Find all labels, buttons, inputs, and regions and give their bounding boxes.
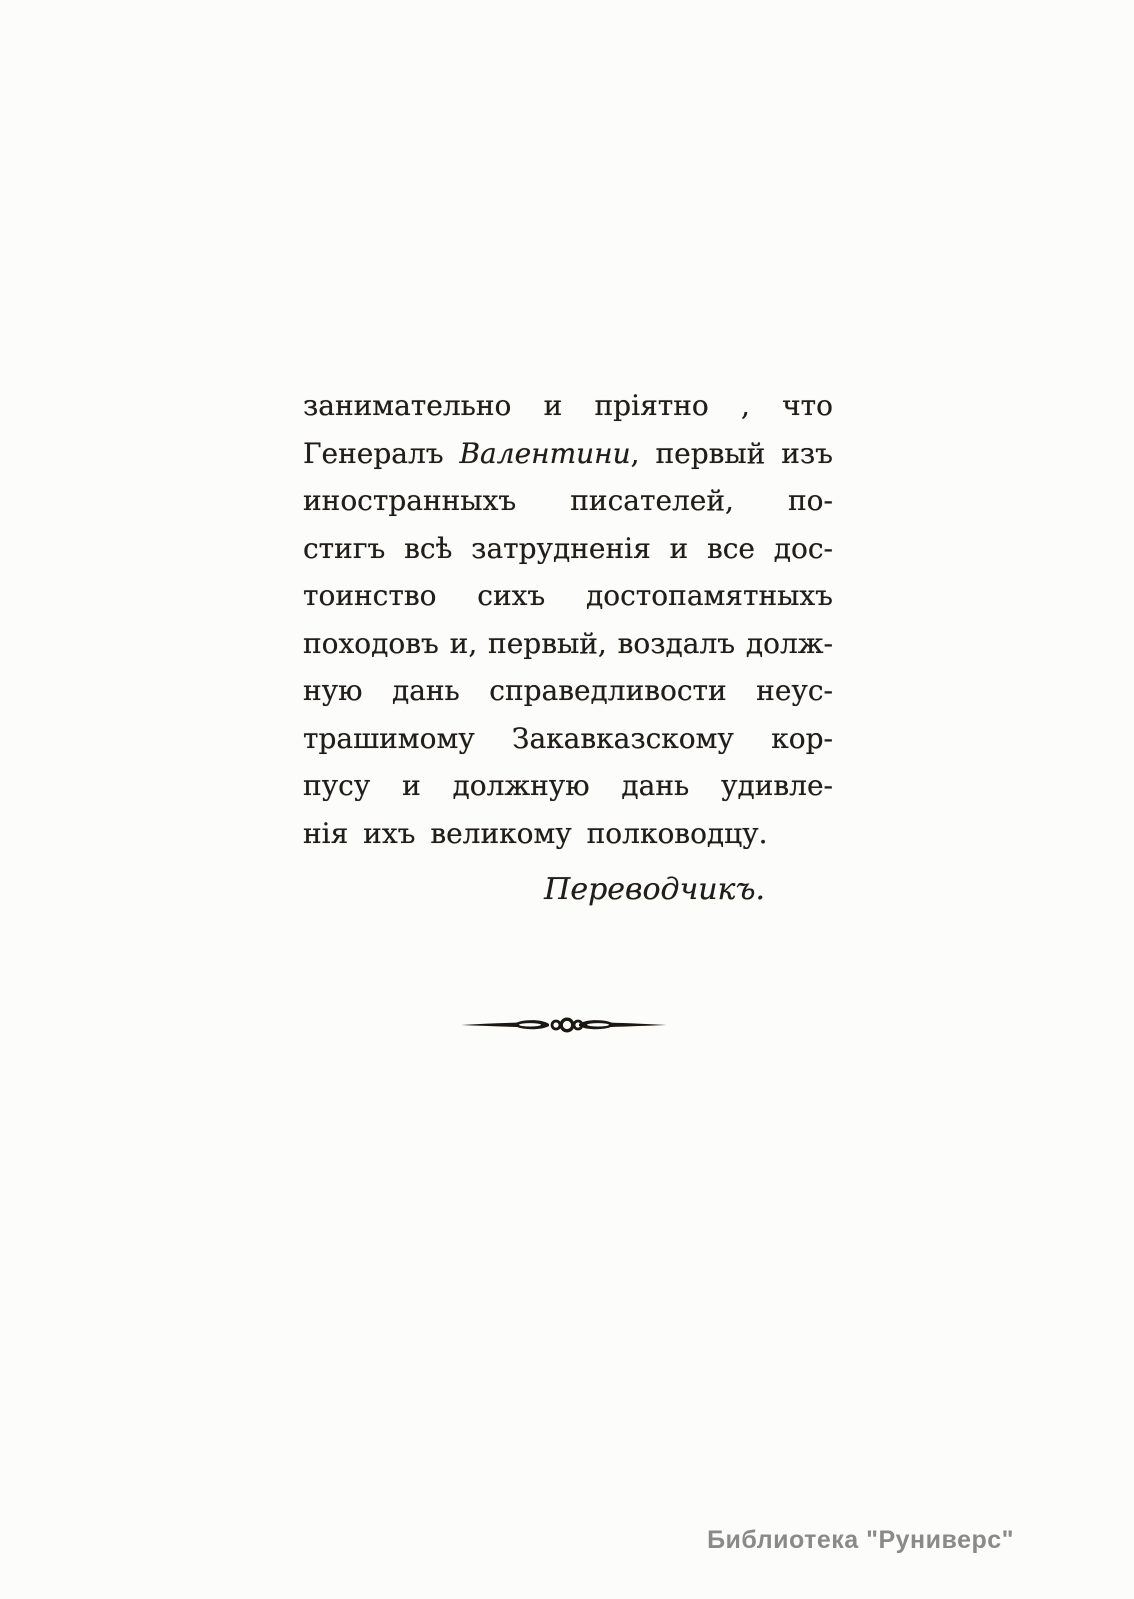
text-line-segment: ную дань справедливости неус- (303, 674, 833, 707)
text-line-segment: нія ихъ великому полководцу. (303, 816, 768, 850)
tailpiece-divider-ornament-icon (461, 1013, 667, 1037)
translator-signature: Переводчикъ. (544, 872, 765, 907)
text-line-segment: занимательно и пріятно , что (303, 389, 833, 422)
text-line (303, 715, 833, 763)
text-line (303, 667, 833, 715)
text-line-segment: трашимому Закавказскому кор- (303, 721, 833, 755)
text-line-segment: иностранныхъ писателей, по- (303, 484, 833, 517)
text-line (303, 810, 833, 858)
text-line-segment: пусу и должную дань удивле- (303, 769, 833, 802)
text-line-segment: тоинство сихъ достопамятныхъ (303, 579, 833, 612)
italic-name-valentini: Валентини (459, 436, 631, 470)
text-line-segment: походовъ и, первый, воздалъ долж- (303, 626, 833, 660)
text-line (303, 382, 833, 430)
text-line (303, 620, 833, 668)
text-line-segment: , первый изъ (630, 436, 833, 470)
text-line-segment: стигъ всѣ затрудненія и все дос- (303, 531, 833, 565)
text-line (303, 525, 833, 573)
text-line-segment: Генералъ (303, 436, 460, 470)
library-watermark: Библиотека "Руниверс" (707, 1526, 1014, 1554)
paragraph (303, 382, 833, 857)
text-line (303, 430, 833, 478)
text-line (303, 572, 833, 620)
text-line (303, 762, 833, 810)
text-line (303, 477, 833, 525)
